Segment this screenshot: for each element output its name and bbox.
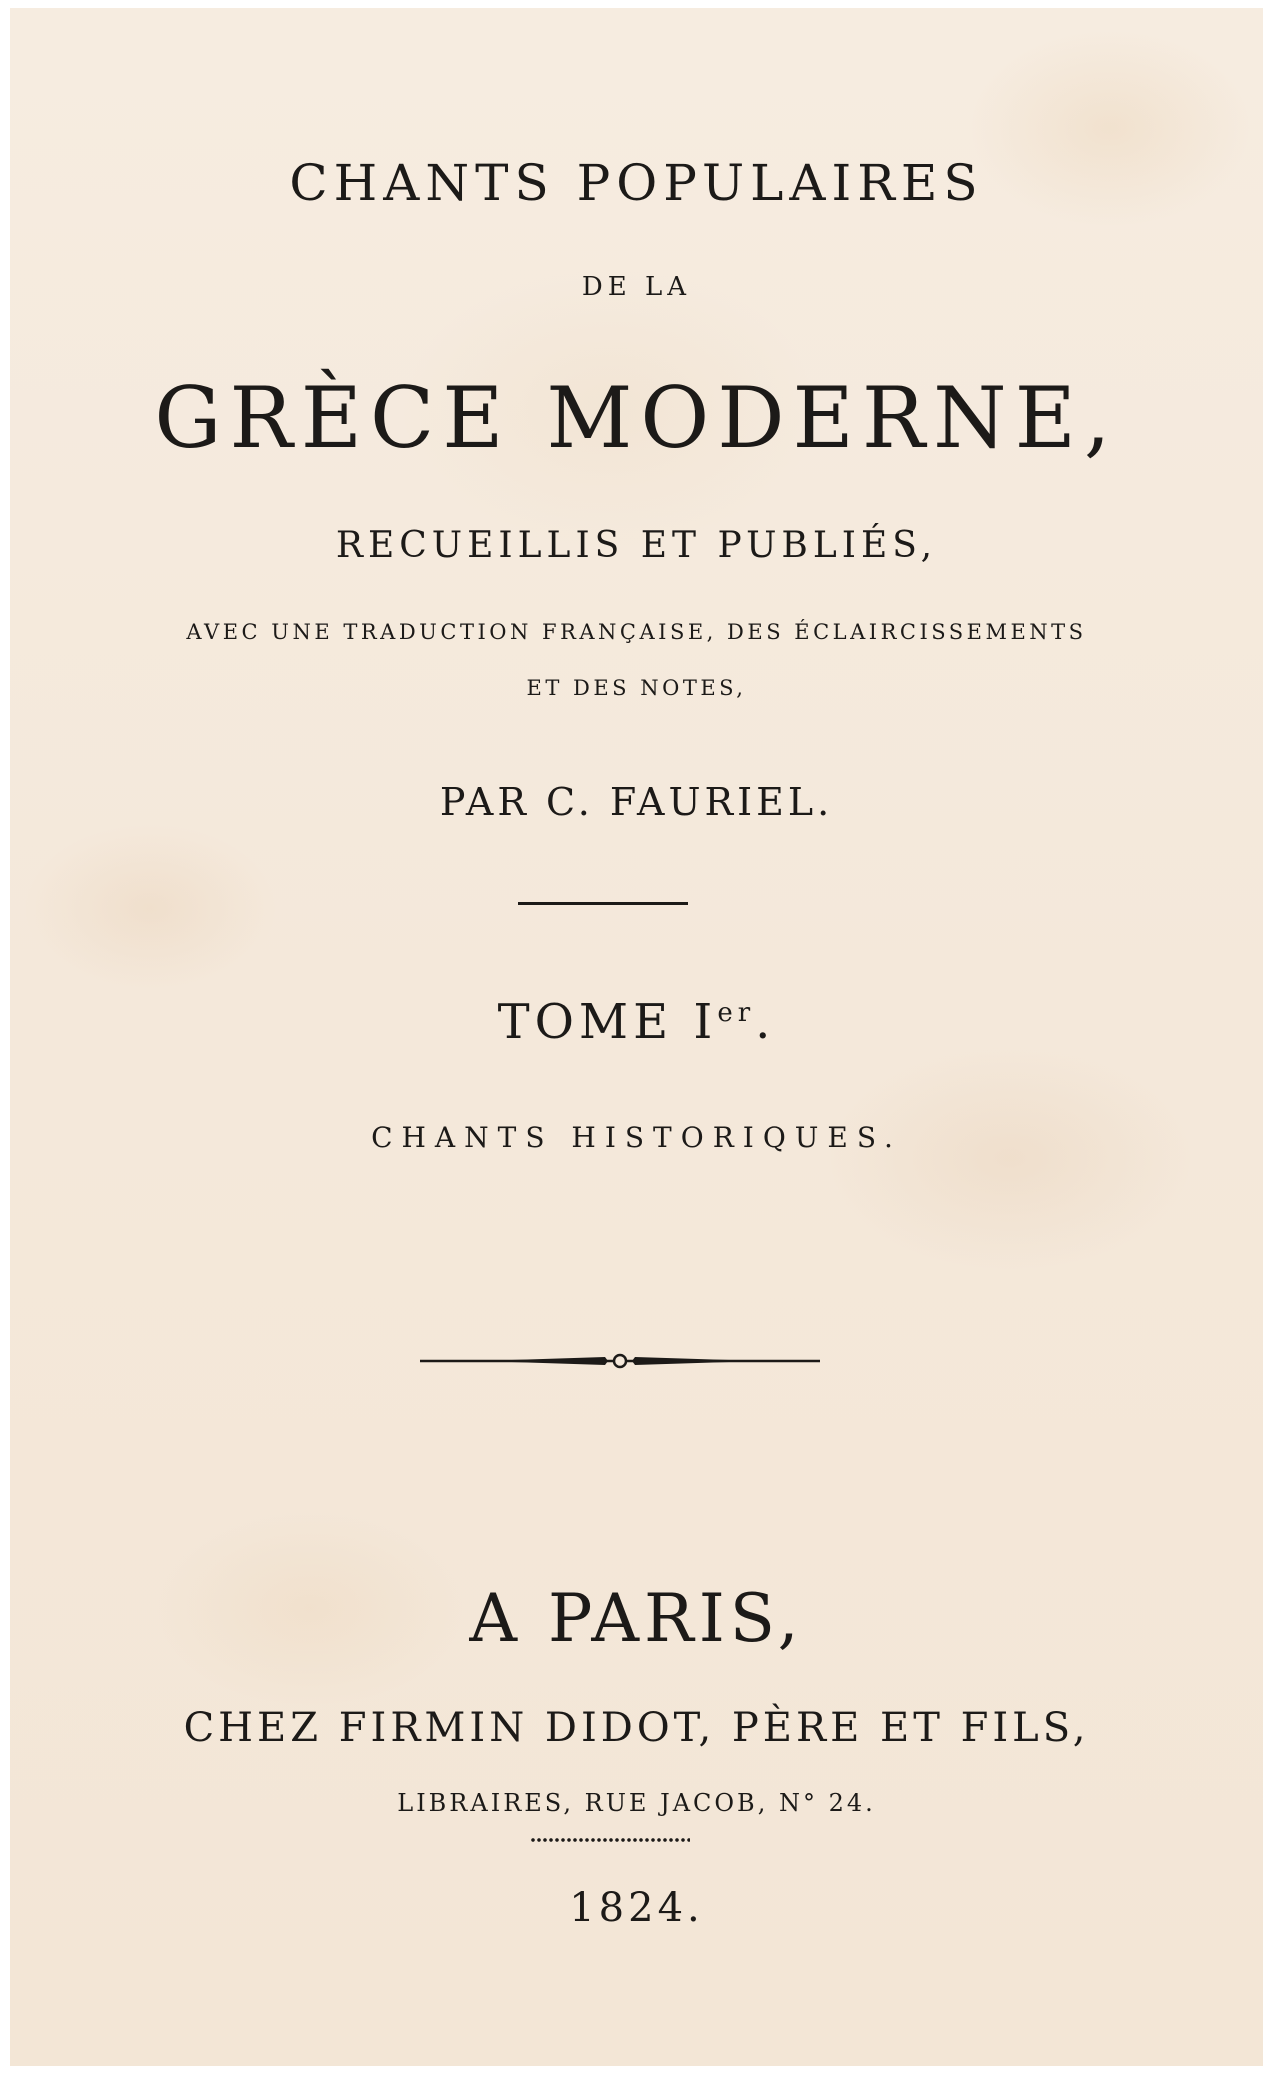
title-line-grece-moderne: GRÈCE MODERNE, (154, 369, 1119, 467)
section-title: CHANTS HISTORIQUES. (371, 1121, 902, 1154)
city-line: A PARIS, (469, 1580, 804, 1657)
divider-rule (518, 902, 688, 905)
address-line: LIBRAIRES, RUE JACOB, N° 24. (397, 1789, 876, 1817)
publisher-line: CHEZ FIRMIN DIDOT, PÈRE ET FILS, (183, 1705, 1090, 1751)
title-line-chants-populaires: CHANTS POPULAIRES (289, 154, 984, 212)
volume-label: TOME I (497, 994, 718, 1050)
volume-superscript: er (717, 998, 756, 1028)
subtitle-traduction: AVEC UNE TRADUCTION FRANÇAISE, DES ÉCLAIRCISSEMENTS (186, 620, 1087, 644)
subtitle-recueillis: RECUEILLIS ET PUBLIÉS, (335, 525, 938, 566)
volume-line (10, 994, 1263, 1050)
ornamental-rule-icon (420, 1346, 820, 1376)
author-line: PAR C. FAURIEL. (439, 780, 834, 824)
title-page (10, 8, 1263, 2066)
title-line-de-la: DE LA (581, 272, 692, 302)
volume-period: . (755, 994, 776, 1050)
year-line: 1824. (569, 1885, 704, 1931)
subtitle-notes: ET DES NOTES, (526, 676, 747, 700)
dotted-rule (530, 1838, 690, 1842)
